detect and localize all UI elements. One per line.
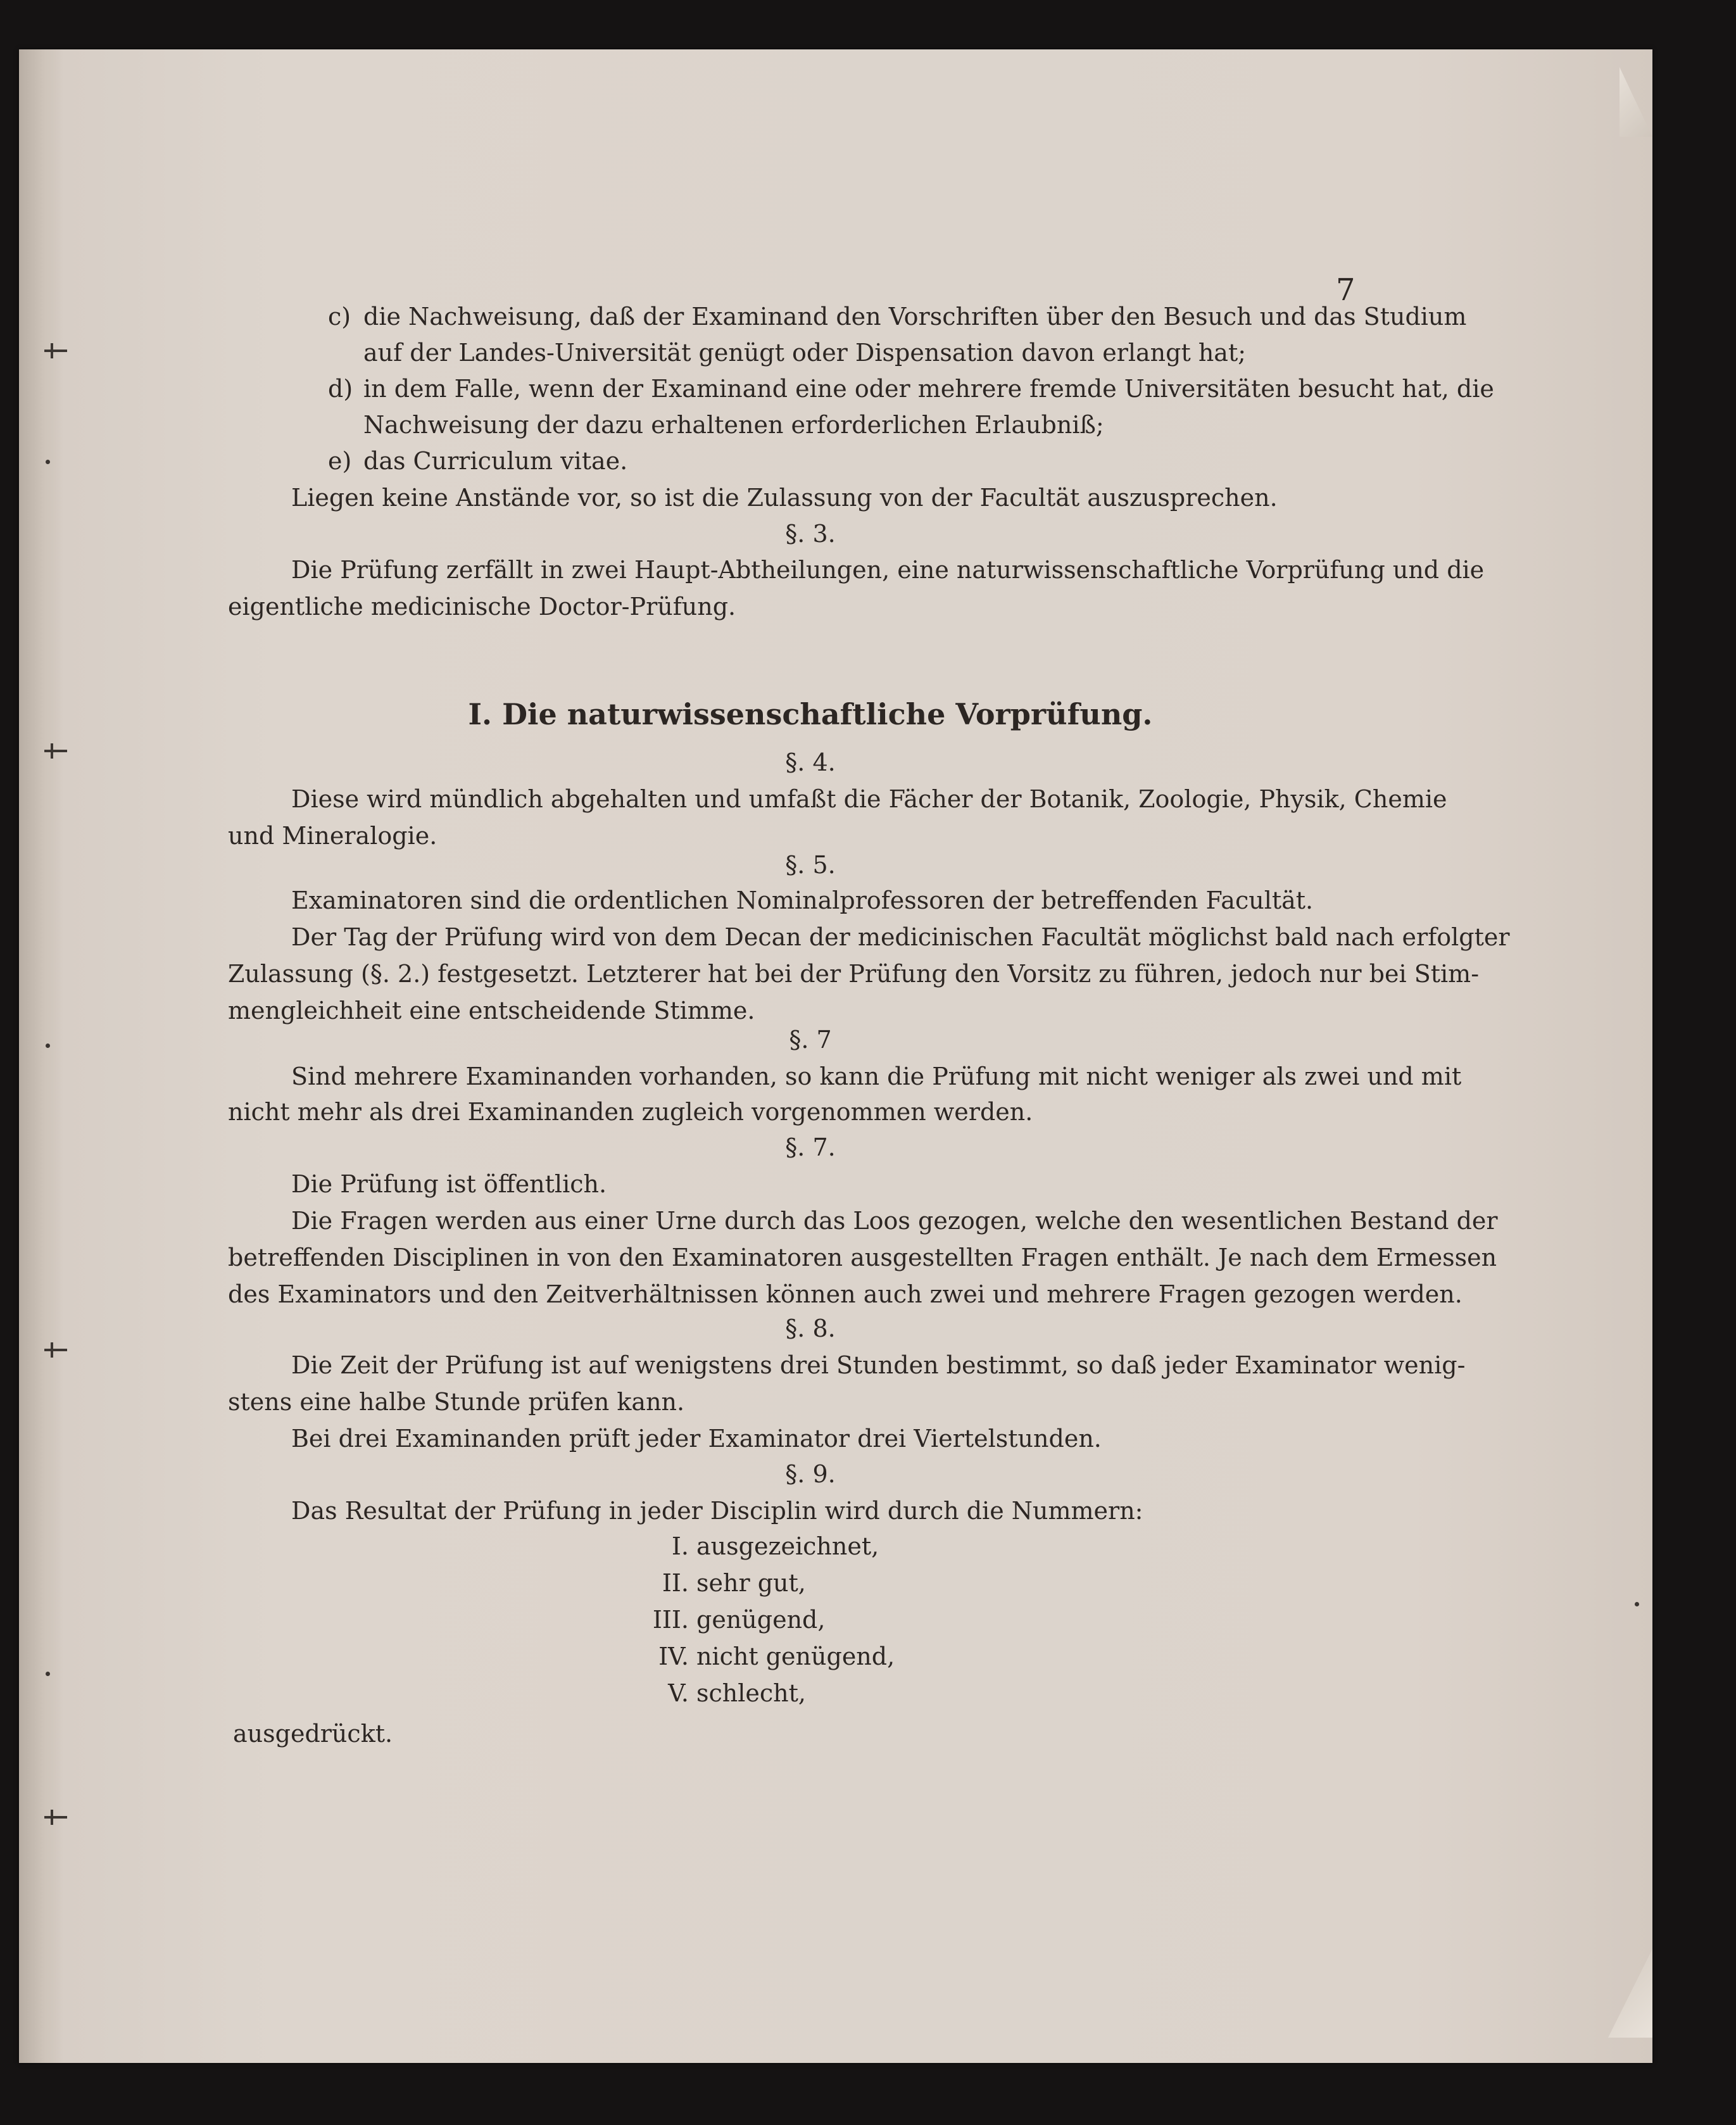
paragraph-mehrere-line-1: Sind mehrere Examinanden vorhanden, so kann die Prüfung mit nicht weniger als zwei und mit [291, 1062, 1462, 1090]
section-5-heading: §. 5. [785, 851, 836, 879]
paragraph-tag-line-2: Zulassung (§. 2.) festgesetzt. Letzterer hat bei der Prüfung den Vorsitz zu führen, jedoch nur bei Stim- [228, 960, 1480, 988]
paragraph-fragen-line-2: betreffenden Disciplinen in von den Examinatoren ausgestellten Fragen enthält. Je nach dem Ermessen [228, 1244, 1497, 1271]
paragraph-fragen-line-3: des Examinators und den Zeitverhältnissen können auch zwei und mehrere Fragen gezogen werden. [228, 1280, 1462, 1308]
margin-dot [46, 460, 50, 464]
paragraph-drei: Bei drei Examinanden prüft jeder Examinator drei Viertelstunden. [291, 1425, 1102, 1453]
binding-mark [44, 1816, 67, 1819]
section-8-heading: §. 8. [785, 1315, 836, 1342]
list-item-label: e) [328, 447, 352, 475]
paragraph-pruefung-line-1: Die Prüfung zerfällt in zwei Haupt-Abtheilungen, eine naturwissenschaftliche Vorprüfung und die [291, 556, 1485, 584]
paragraph-oeffentlich: Die Prüfung ist öffentlich. [291, 1170, 607, 1198]
grade-text: nicht genügend, [696, 1643, 895, 1670]
page-corner-bottom-right [1608, 1949, 1652, 2038]
grade-item [247, 1565, 880, 1601]
grade-number: I. [671, 1532, 689, 1560]
binding-mark [44, 750, 67, 752]
list-item-text: in dem Falle, wenn der Examinand eine oder mehrere fremde Universitäten besucht hat, die [363, 375, 1494, 403]
list-item-e [328, 443, 627, 479]
page-corner-top-right [1620, 67, 1652, 137]
section-3-heading: §. 3. [785, 520, 836, 548]
grade-item [247, 1639, 895, 1675]
binding-mark [44, 350, 67, 352]
list-item-c [328, 299, 1467, 335]
grade-text: sehr gut, [696, 1569, 806, 1597]
list-item-c-continued: auf der Landes-Universität genügt oder Dispensation davon erlangt hat; [363, 339, 1247, 367]
paragraph-faecher-line-2: und Mineralogie. [228, 822, 437, 850]
grade-number: II. [662, 1569, 689, 1597]
list-item-label: c) [328, 303, 351, 331]
list-item-label: d) [328, 375, 353, 403]
list-item-text: das Curriculum vitae. [363, 447, 628, 475]
paragraph-zeit-line-1: Die Zeit der Prüfung ist auf wenigstens drei Stunden bestimmt, so daß jeder Examinator wenig- [291, 1351, 1466, 1379]
chapter-heading: I. Die naturwissenschaftliche Vorprüfung. [468, 697, 1153, 731]
margin-dot [46, 1044, 50, 1048]
page-number: 7 [1336, 272, 1355, 308]
list-item-d [328, 371, 1494, 407]
list-item-d-continued: Nachweisung der dazu erhaltenen erforderlichen Erlaubniß; [363, 411, 1104, 439]
margin-dot [46, 1672, 50, 1676]
section-7-heading: §. 7. [785, 1133, 836, 1161]
paragraph-mehrere-line-2: nicht mehr als drei Examinanden zugleich vorgenommen werden. [228, 1098, 1033, 1126]
paragraph-pruefung-line-2: eigentliche medicinische Doctor-Prüfung. [228, 593, 736, 621]
paragraph-resultat: Das Resultat der Prüfung in jeder Disciplin wird durch die Nummern: [291, 1497, 1143, 1525]
document-page [19, 49, 1652, 2063]
paragraph-fragen-line-1: Die Fragen werden aus einer Urne durch das Loos gezogen, welche den wesentlichen Bestand der [291, 1207, 1498, 1235]
grade-item [247, 1602, 880, 1638]
grade-number: V. [668, 1679, 689, 1707]
grade-text: genügend, [696, 1606, 826, 1634]
paragraph-zeit-line-2: stens eine halbe Stunde prüfen kann. [228, 1388, 685, 1416]
section-4-heading: §. 4. [785, 748, 836, 776]
paragraph-zulassung: Liegen keine Anstände vor, so ist die Zulassung von der Facultät auszusprechen. [291, 484, 1278, 512]
paragraph-ausgedrueckt: ausgedrückt. [233, 1720, 393, 1748]
grade-item [247, 1675, 880, 1712]
grade-item [247, 1529, 880, 1565]
grade-number: III. [652, 1606, 689, 1634]
margin-dot [1635, 1602, 1639, 1606]
paragraph-faecher-line-1: Diese wird mündlich abgehalten und umfaßt die Fächer der Botanik, Zoologie, Physik, Chemie [291, 785, 1447, 813]
paragraph-tag-line-1: Der Tag der Prüfung wird von dem Decan der medicinischen Facultät möglichst bald nach erfolgter [291, 923, 1510, 951]
binding-mark [44, 1349, 67, 1351]
paragraph-examinatoren: Examinatoren sind die ordentlichen Nominalprofessoren der betreffenden Facultät. [291, 886, 1314, 914]
list-item-text: die Nachweisung, daß der Examinand den Vorschriften über den Besuch und das Studium [363, 303, 1467, 331]
section-6-heading: §. 7 [789, 1026, 832, 1054]
section-9-heading: §. 9. [785, 1460, 836, 1488]
grade-number: IV. [658, 1643, 689, 1670]
grade-text: schlecht, [696, 1679, 807, 1707]
paragraph-tag-line-3: mengleichheit eine entscheidende Stimme. [228, 997, 755, 1025]
grade-text: ausgezeichnet, [696, 1532, 879, 1560]
